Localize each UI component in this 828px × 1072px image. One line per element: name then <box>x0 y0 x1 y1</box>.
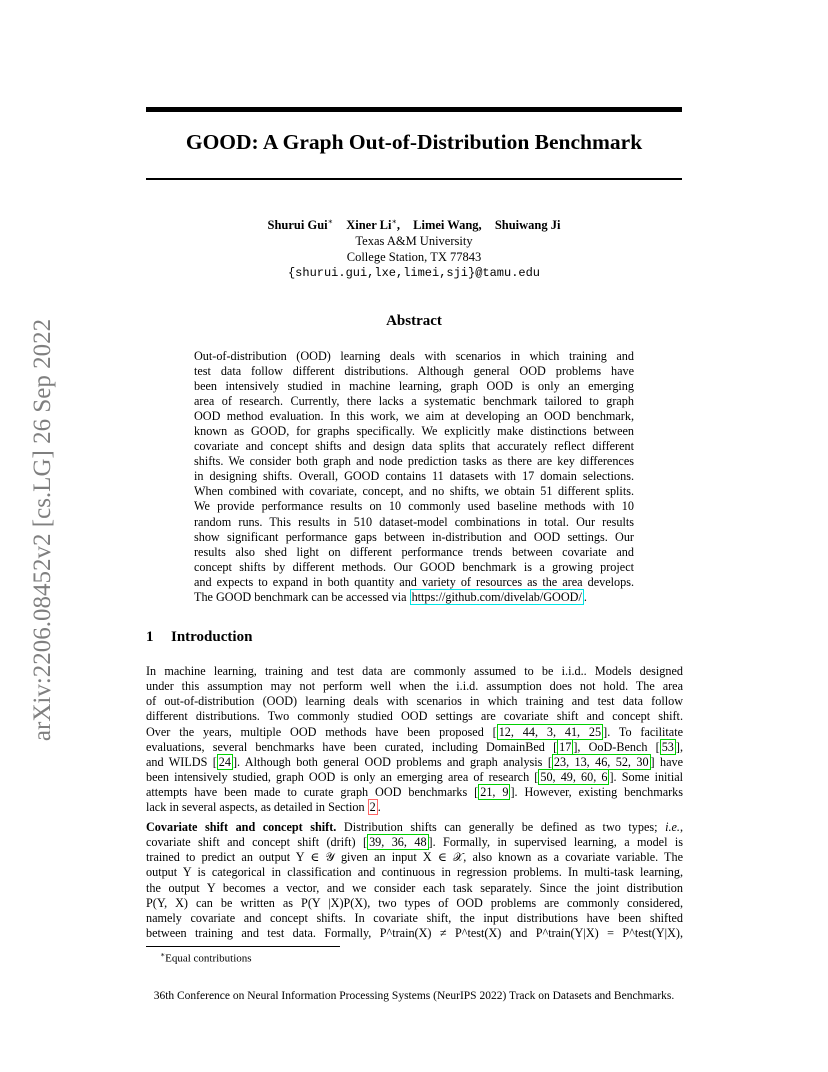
text-line: covariate shift and concept shift (drift) [ 39, 36, 48 ]. Formally, in supervised learning, a model is <box>146 835 684 850</box>
author: Shuiwang Ji <box>494 218 561 233</box>
text-line: different distributions. Two commonly studied OOD settings are covariate shift and concept shift. <box>146 709 683 724</box>
paragraph-lead: Covariate shift and concept shift. <box>146 820 337 834</box>
citation-link[interactable]: 23, 13, 46, 52, 30 <box>553 754 649 769</box>
citation-link[interactable]: 17 <box>559 739 572 754</box>
author: Shurui Gui∗ <box>267 217 334 233</box>
text-line: under this assumption may not perform well when the i.i.d. assumption does not hold. The area <box>146 679 683 694</box>
abstract-line: results also shed light on different performance trends between covariate and <box>194 544 634 559</box>
abstract-line: The GOOD benchmark can be accessed via https://github.com/divelab/GOOD/ . <box>194 589 587 604</box>
text-line: lack in several aspects, as detailed in Section 2 . <box>146 800 381 815</box>
citation-link[interactable]: 53 <box>661 739 674 754</box>
footnote-rule <box>146 946 340 947</box>
citation-link[interactable]: 12, 44, 3, 41, 25 <box>498 724 602 739</box>
abstract-line: been intensively studied in machine learning, graph OOD is only an emerging <box>194 379 634 394</box>
author-block <box>146 214 682 281</box>
conference-footer: 36th Conference on Neural Information Processing Systems (NeurIPS 2022) Track on Datasets and Benchmarks. <box>153 990 675 1002</box>
github-link[interactable]: https://github.com/divelab/GOOD/ <box>411 589 582 604</box>
text-line: trained to predict an output Y ∈ 𝒴 given an input X ∈ 𝒳, also known as a covariate variable. The <box>146 850 683 865</box>
citation-link[interactable]: 50, 49, 60, 6 <box>540 770 608 785</box>
text-line: attempts have been made to curate graph OOD benchmarks [ 21, 9 ]. However, existing benchmarks <box>146 785 684 800</box>
section-heading <box>146 629 252 646</box>
section-number: 1 <box>146 629 154 645</box>
abstract-line: concept shifts by different methods. Our GOOD benchmark is a growing project <box>194 559 634 574</box>
abstract-line: We provide performance results on 10 commonly used baseline methods with 10 <box>194 499 634 514</box>
emails: {shurui.gui,lxe,limei,sji}@tamu.edu <box>287 266 541 281</box>
text-line: and WILDS [ 24 ]. Although both general OOD problems and graph analysis [ 23, 13, 46, 52, 30 ] have <box>146 754 683 769</box>
text-line: P(Y, X) can be written as P(Y |X)P(X), two types of OOD problems are commonly considered, <box>146 895 683 910</box>
text-line: Covariate shift and concept shift. Distribution shifts can generally be defined as two types; i.e., <box>146 820 683 834</box>
text-line: the output Y becomes a vector, and we consider each task separately. Since the joint distribution <box>146 880 683 895</box>
arxiv-id: arXiv:2206.08452v2 [cs.LG] 26 Sep 2022 <box>29 318 56 742</box>
author-names <box>146 214 682 233</box>
text-line: of out-of-distribution (OOD) learning deals with scenarios in which training and test data follow <box>146 694 683 709</box>
abstract-line: area of research. Currently, there lacks a systematic benchmark tailored to graph <box>194 394 634 409</box>
abstract-line: in designing shifts. Overall, GOOD contains 11 datasets with 17 domain selections. <box>194 469 634 484</box>
paper-title: GOOD: A Graph Out-of-Distribution Benchmark <box>185 130 643 154</box>
section-ref-link[interactable]: 2 <box>369 800 376 815</box>
abstract-heading: Abstract <box>386 313 442 329</box>
abstract-line: When combined with covariate, concept, and no shifts, we obtain 51 different splits. <box>194 484 634 499</box>
title-bottom-rule <box>146 178 682 180</box>
address: College Station, TX 77843 <box>346 250 482 265</box>
intro-paragraph-1 <box>146 664 683 816</box>
abstract-line: known as GOOD, for graphs specifically. We explicitly make distinctions between <box>194 424 634 439</box>
abstract-line: and expects to expand in both quantity and variety of resources as the area develops. <box>194 574 634 589</box>
abstract-line: shifts. We consider both graph and node prediction tasks as there are key differences <box>194 454 634 469</box>
text-line: output Y is categorical in classification and continuous in regression problems. In multi-task learning, <box>146 865 683 880</box>
text-line: evaluations, several benchmarks have been curated, including DomainBed [ 17 ], OoD-Bench [ 53 ], <box>146 739 683 754</box>
abstract-line: OOD method evaluation. In this work, we aim at developing an OOD benchmark, <box>194 409 634 424</box>
text-line: been intensively studied, graph OOD is only an emerging area of research [ 50, 49, 60, 6 ]. Some initial <box>146 770 683 785</box>
intro-paragraph-2 <box>146 820 683 941</box>
author: Limei Wang, <box>413 218 482 233</box>
abstract-line: Out-of-distribution (OOD) learning deals with scenarios in which training and <box>194 349 634 363</box>
text-line: In machine learning, training and test data are commonly assumed to be i.i.d.. Models designed <box>146 664 683 678</box>
affiliation: Texas A&M University <box>355 234 473 249</box>
abstract-line: test data follow different distributions. Although general OOD problems have <box>194 364 634 379</box>
section-title: Introduction <box>171 629 253 645</box>
abstract-body <box>194 349 634 605</box>
title-top-rule <box>146 107 682 112</box>
citation-link[interactable]: 39, 36, 48 <box>369 835 427 850</box>
text-line: Over the years, multiple OOD methods have been proposed [ 12, 44, 3, 41, 25 ]. To facilitate <box>146 724 684 739</box>
text-line: between training and test data. Formally, P^train(X) ≠ P^test(X) and P^train(Y|X) = P^test(Y|X), <box>146 926 683 941</box>
footnote: ∗Equal contributions <box>160 950 252 965</box>
abstract-line: random runs. This results in 510 dataset-model combinations in total. Our results <box>194 514 634 529</box>
text-line: namely covariate and concept shifts. In covariate shift, the input distributions have been shifted <box>146 910 683 925</box>
citation-link[interactable]: 21, 9 <box>480 785 509 800</box>
abstract-line: covariate and concept shifts and design data splits that accurately reflect different <box>194 439 634 454</box>
author: Xiner Li∗, <box>346 217 401 233</box>
citation-link[interactable]: 24 <box>218 754 231 769</box>
abstract-line: show significant performance gaps between in-distribution and OOD settings. Our <box>194 529 634 544</box>
